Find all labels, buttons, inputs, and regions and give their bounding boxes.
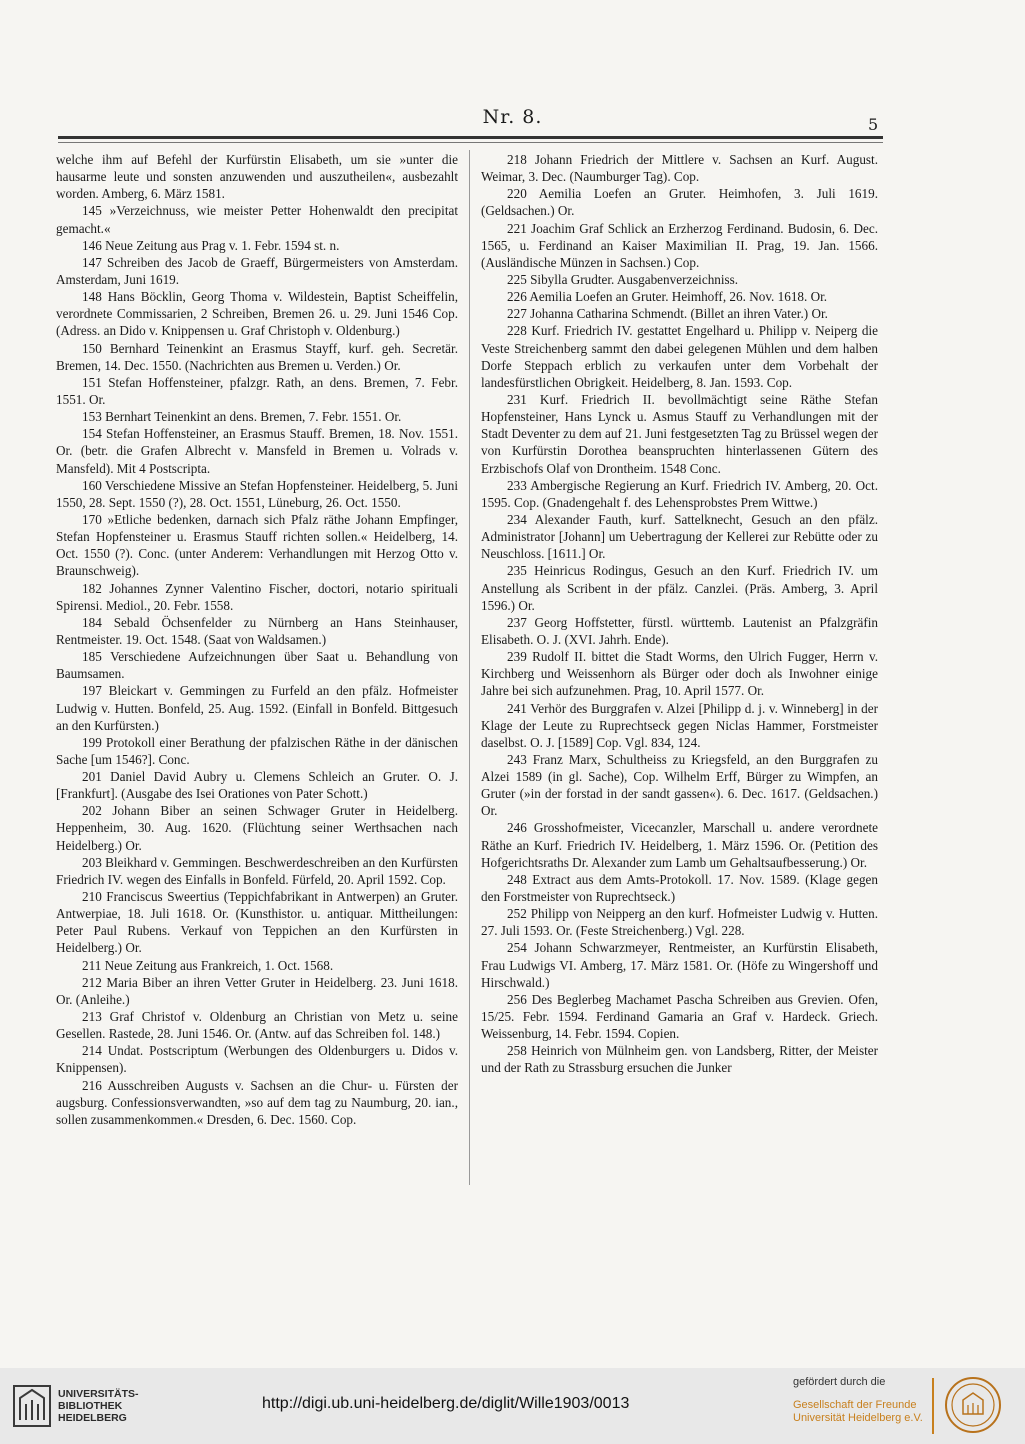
catalog-entry: 228 Kurf. Friedrich IV. gestattet Engelhard u. Philipp v. Neiperg die Veste Streichenberg sammt den dabei gelegenen Mühlen und dem halben Dorfe Steppach erblich zu verkaufen unter dem Vorbehalt der landesfürstlichen Obrigkeit. Heidelberg, 8. Jan. 1593. Cop. bbox=[481, 323, 878, 390]
catalog-entry: 150 Bernhard Teinenkint an Erasmus Stayff, kurf. geh. Secretär. Bremen, 14. Dec. 1550. (Nachrichten aus Bremen u. Verden.) Or. bbox=[56, 340, 458, 373]
page-number: 5 bbox=[868, 115, 879, 134]
catalog-entry: 246 Grosshofmeister, Vicecanzler, Marschall u. andere verordnete Räthe an Kurf. Friedrich IV. Heidelberg, 1. März 1596. Or. (Petition des Hofgerichtsraths Dr. Alexander zum Lamb um Gehaltsaufbesserung.) Or. bbox=[481, 820, 878, 870]
catalog-entry: 214 Undat. Postscriptum (Werbungen des Oldenburgers u. Didos v. Knippensen). bbox=[56, 1043, 458, 1076]
catalog-entry: 147 Schreiben des Jacob de Graeff, Bürgermeisters von Amsterdam. Amsterdam, Juni 1619. bbox=[56, 254, 458, 287]
university-library-logo-icon bbox=[12, 1384, 52, 1428]
catalog-entry: 212 Maria Biber an ihren Vetter Gruter in Heidelberg. 23. Juni 1618. Or. (Anleihe.) bbox=[56, 974, 458, 1007]
sponsor-name-line2: Universität Heidelberg e.V. bbox=[793, 1412, 923, 1424]
catalog-entry: 248 Extract aus dem Amts-Protokoll. 17. Nov. 1589. (Klage gegen den Forstmeister von Ruprechtseck.) bbox=[481, 871, 878, 905]
catalog-entry: 197 Bleickart v. Gemmingen zu Furfeld an den pfälz. Hofmeister Ludwig v. Hutten. Bonfeld, 25. Aug. 1592. (Einfall in Bonfeld. Bittgesuch an den Kurfürsten.) bbox=[56, 683, 458, 733]
catalog-entry: 226 Aemilia Loefen an Gruter. Heimhoff, 26. Nov. 1618. Or. bbox=[507, 289, 828, 305]
sponsor-name bbox=[793, 1399, 923, 1425]
catalog-entry: 199 Protokoll einer Berathung der pfalzischen Räthe in der dänischen Sache [um 1546?]. Conc. bbox=[56, 734, 458, 767]
catalog-entry: 241 Verhör des Burggrafen v. Alzei [Philipp d. j. v. Winneberg] in der Klage der Leute zu Ruprechtseck gegen Niclas Hammer, Forstmeister daselbst. O. J. [1589] Cop. Vgl. 834, 124. bbox=[481, 700, 878, 750]
catalog-entry: 221 Joachim Graf Schlick an Erzherzog Ferdinand. Budosin, 6. Dec. 1565, u. Ferdinand an Kaiser Maximilian II. Prag, 19. Jan. 1566. (Ausländische Münzen in Sachsen.) Cop. bbox=[481, 220, 878, 270]
catalog-entry: 220 Aemilia Loefen an Gruter. Heimhofen, 3. Juli 1619. (Geldsachen.) Or. bbox=[481, 186, 878, 219]
catalog-entry: 185 Verschiedene Aufzeichnungen über Saat u. Behandlung von Baumsamen. bbox=[56, 649, 458, 682]
catalog-entry: 184 Sebald Öchsenfelder zu Nürnberg an Hans Steinhauser, Rentmeister. 19. Oct. 1548. (Saat von Waldsamen.) bbox=[56, 614, 458, 647]
footer-bar bbox=[0, 1368, 1025, 1444]
catalog-entry: 231 Kurf. Friedrich II. bevollmächtigt seine Räthe Stefan Hopfensteiner, Hans Lynck u. Asmus Stauff zu Verhandlungen mit der Stadt Deventer zu dem auf 21. Juni festgesetzten Tag zu Brüssel wegen der von Kurfürstin Dorothea beanspruchten hinterlassenen Gütern des Erzbischofs Olaf von Drontheim. 1548 Conc. bbox=[481, 391, 878, 476]
catalog-entry: 210 Franciscus Sweertius (Teppichfabrikant in Antwerpen) an Gruter. Antwerpiae, 18. Juli 1618. Or. (Kunsthistor. u. antiquar. Mittheilungen: Peter Paul Rubens. Verkauf von Teppichen an den Kurfürsten in Heidelberg.) Or. bbox=[56, 889, 458, 956]
header-rule-thin bbox=[58, 142, 883, 143]
catalog-entry: 216 Ausschreiben Augusts v. Sachsen an die Chur- u. Fürsten der augsburg. Confessionsverwandten, »so auf dem tag zu Naumburg, 20. ian., sollen zusammenkommen.« Dresden, 6. Dec. 1560. Cop. bbox=[56, 1077, 458, 1127]
library-name-line2: BIBLIOTHEK bbox=[58, 1400, 123, 1412]
left-column bbox=[56, 151, 458, 1128]
catalog-entry: 160 Verschiedene Missive an Stefan Hopfensteiner. Heidelberg, 5. Juni 1550, 28. Sept. 1550 (?), 28. Oct. 1551, Lüneburg, 26. Oct. 1550. bbox=[56, 477, 458, 510]
page-header-title: Nr. 8. bbox=[482, 106, 543, 128]
catalog-entry: 170 »Etliche bedenken, darnach sich Pfalz räthe Johann Empfinger, Stefan Hopfensteiner u. Erasmus Stauff richten sollen.« Heidelberg, 14. Oct. 1550 (?). Conc. (unter Anderem: Verhandlungen mit Herzog Otto v. Braunschweig). bbox=[56, 511, 458, 579]
column-divider bbox=[469, 150, 470, 1185]
catalog-entry: 227 Johanna Catharina Schmendt. (Billet an ihren Vater.) Or. bbox=[507, 306, 828, 322]
catalog-entry: 254 Johann Schwarzmeyer, Rentmeister, an Kurfürstin Elisabeth, Frau Ludwigs VI. Amberg, 17. März 1581. Or. (Höfe zu Wingershoff und Hirschwald.) bbox=[481, 940, 878, 990]
catalog-entry: welche ihm auf Befehl der Kurfürstin Elisabeth, um sie »unter die hausarme leute und sonsten anzuwenden und auszutheilen«, ausbezahlt worden. Amberg, 6. März 1581. bbox=[56, 152, 458, 202]
catalog-entry: 256 Des Beglerbeg Machamet Pascha Schreiben aus Grevien. Ofen, 15/25. Febr. 1594. Ferdinand Gamaria an Graf v. Hardeck. Griech. Weissenburg, 14. Febr. 1594. Copien. bbox=[481, 991, 878, 1042]
catalog-entry: 145 »Verzeichnuss, wie meister Petter Hohenwaldt den precipitat gemacht.« bbox=[56, 203, 458, 236]
catalog-entry: 148 Hans Böcklin, Georg Thoma v. Wildestein, Baptist Scheiffelin, verordnete Commissarien, 2 Schreiben, Bremen 26. u. 29. Juni 1546 Cop. (Adress. an Dido v. Knippensen u. Graf Christoph v. Oldenburg.) bbox=[56, 289, 458, 339]
catalog-entry: 239 Rudolf II. bittet die Stadt Worms, den Ulrich Fugger, Herrn v. Kirchberg und Weissenhorn als Bürger oder doch als Inwohner einige Jahre bei sich aufzunehmen. Prag, 10. April 1577. Or. bbox=[481, 649, 878, 699]
document-url-link[interactable]: http://digi.ub.uni-heidelberg.de/diglit/Wille1903/0013 bbox=[262, 1395, 630, 1412]
catalog-entry: 225 Sibylla Grudter. Ausgabenverzeichniss. bbox=[507, 271, 739, 287]
catalog-entry: 234 Alexander Fauth, kurf. Sattelknecht, Gesuch an den pfälz. Administrator [Johann] um Uebertragung der Kellerei zur Rebütte oder zu Neuschloss. [1611.] Or. bbox=[481, 511, 878, 562]
catalog-entry: 202 Johann Biber an seinen Schwager Gruter in Heidelberg. Heppenheim, 30. Aug. 1620. (Flüchtung seiner Werthsachen nach Heidelberg.) Or. bbox=[56, 803, 458, 853]
catalog-entry: 237 Georg Hoffstetter, fürstl. württemb. Lautenist an Pfalzgräfin Elisabeth. O. J. (XVI. Jahrh. Ende). bbox=[481, 614, 878, 647]
catalog-entry: 201 Daniel David Aubry u. Clemens Schleich an Gruter. O. J. [Frankfurt]. (Ausgabe des Isei Orationes von Pater Schott.) bbox=[56, 769, 458, 802]
catalog-entry: 213 Graf Christof v. Oldenburg an Christian von Metz u. seine Gesellen. Rastede, 28. Juni 1546. Or. (Antw. auf das Schreiben fol. 148.) bbox=[56, 1009, 458, 1042]
catalog-entry: 252 Philipp von Neipperg an den kurf. Hofmeister Ludwig v. Hutten. 27. Juli 1593. Or. (Feste Streichenberg.) Vgl. 228. bbox=[481, 906, 878, 939]
catalog-entry: 235 Heinricus Rodingus, Gesuch an den Kurf. Friedrich IV. um Anstellung als Scribent in der pfälz. Canzlei. (Präs. Amberg, 3. April 1596.) Or. bbox=[481, 563, 878, 613]
catalog-entry: 258 Heinrich von Mülnheim gen. von Landsberg, Ritter, der Meister und der Rath zu Strassburg ersuchen die Junker bbox=[481, 1043, 878, 1076]
header-rule bbox=[58, 136, 883, 139]
catalog-entry: 218 Johann Friedrich der Mittlere v. Sachsen an Kurf. August. Weimar, 3. Dec. (Naumburger Tag). Cop. bbox=[481, 152, 878, 185]
catalog-entry: 153 Bernhart Teinenkint an dens. Bremen, 7. Febr. 1551. Or. bbox=[82, 409, 402, 425]
library-name-line1: UNIVERSITÄTS- bbox=[58, 1388, 139, 1400]
catalog-entry: 151 Stefan Hoffensteiner, pfalzgr. Rath, an dens. Bremen, 7. Febr. 1551. Or. bbox=[56, 374, 458, 407]
catalog-entry: 243 Franz Marx, Schultheiss zu Kriegsfeld, an den Burggrafen zu Alzei 1589 (in gl. Sache), Cop. Wilhelm Erff, Bürger zu Wimpfen, an Gruter (»in der forstad in der sandt gassen«). 6. Dec. 1617. (Geldsachen.) Or. bbox=[481, 751, 878, 819]
sponsor-name-line1: Gesellschaft der Freunde bbox=[793, 1399, 917, 1411]
university-seal-icon bbox=[944, 1376, 1002, 1434]
right-column bbox=[481, 151, 878, 1077]
catalog-entry: 146 Neue Zeitung aus Prag v. 1. Febr. 1594 st. n. bbox=[82, 237, 340, 253]
library-name bbox=[58, 1388, 139, 1424]
library-name-line3: HEIDELBERG bbox=[58, 1412, 127, 1424]
catalog-entry: 211 Neue Zeitung aus Frankreich, 1. Oct. 1568. bbox=[82, 957, 334, 973]
catalog-entry: 182 Johannes Zynner Valentino Fischer, doctori, notario spirituali Spirensi. Mediol., 20. Febr. 1558. bbox=[56, 580, 458, 613]
sponsor-prefix: gefördert durch die bbox=[793, 1376, 886, 1388]
footer-divider bbox=[932, 1378, 934, 1434]
catalog-entry: 154 Stefan Hoffensteiner, an Erasmus Stauff. Bremen, 18. Nov. 1551. Or. (betr. die Grafen Albrecht v. Mansfeld in Bremen u. Volrads v. Mansfeld). Mit 4 Postscripta. bbox=[56, 426, 458, 476]
catalog-entry: 203 Bleikhard v. Gemmingen. Beschwerdeschreiben an den Kurfürsten Friedrich IV. wegen des Einfalls in Bonfeld. Fürfeld, 20. April 1592. Cop. bbox=[56, 854, 458, 887]
catalog-entry: 233 Ambergische Regierung an Kurf. Friedrich IV. Amberg, 20. Oct. 1595. Cop. (Gnadengehalt f. des Lehensprobstes Prem Wittwe.) bbox=[481, 477, 878, 510]
